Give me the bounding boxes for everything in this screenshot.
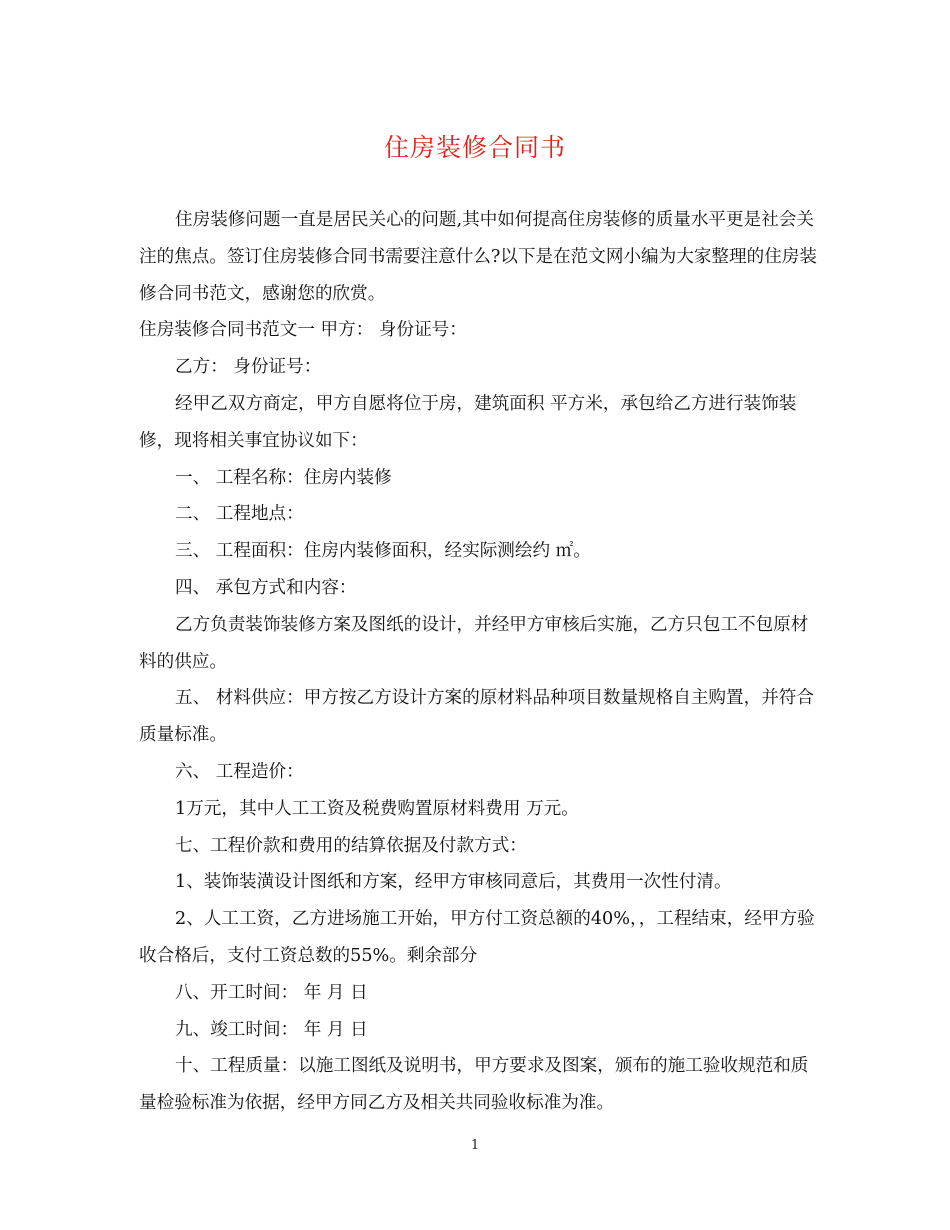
project-cost-detail: 1万元，其中人工工资及税费购置原材料费用 万元。 — [175, 798, 579, 819]
payment-item-1: 1、装饰装潢设计图纸和方案，经甲方审核同意后，其费用一次性付清。 — [175, 872, 732, 893]
party-b-line: 乙方： 身份证号： — [175, 357, 322, 378]
contract-header-line: 住房装修合同书范文一 甲方： 身份证号： — [139, 320, 467, 341]
clause-project-name: 一、 工程名称：住房内装修 — [175, 467, 392, 488]
clause-project-quality: 十、工程质量：以施工图纸及说明书，甲方要求及图案，颁布的施工验收规范和质量检验标准为依据，经甲方同乙方及相关共同验收标准为准。 — [139, 1056, 809, 1114]
clause-payment-basis: 七、工程价款和费用的结算依据及付款方式： — [175, 835, 527, 856]
clause-start-date: 八、开工时间： 年 月 日 — [175, 982, 368, 1003]
clause-material-supply: 五、 材料供应：甲方按乙方设计方案的原材料品种项目数量规格自主购置，并符合质量标准。 — [139, 688, 814, 746]
document-body — [139, 202, 819, 1122]
agreement-paragraph: 经甲乙双方商定，甲方自愿将位于房，建筑面积 平方米，承包给乙方进行装饰装修，现将相关事宜协议如下： — [139, 393, 797, 451]
clause-project-location: 二、 工程地点： — [175, 504, 304, 525]
clause-contract-method: 四、 承包方式和内容： — [175, 577, 357, 598]
clause-project-cost: 六、 工程造价： — [175, 761, 304, 782]
payment-item-2: 2、人工工资，乙方进场施工开始，甲方付工资总额的40%，，工程结束，经甲方验收合格后，支付工资总数的55%。剩余部分 — [139, 909, 815, 966]
document-title: 住房装修合同书 — [383, 133, 566, 162]
contract-method-detail: 乙方负责装饰装修方案及图纸的设计，并经甲方审核后实施，乙方只包工不包原材料的供应。 — [139, 614, 809, 672]
clause-project-area: 三、 工程面积：住房内装修面积，经实际测绘约 ㎡。 — [175, 541, 591, 562]
intro-paragraph: 住房装修问题一直是居民关心的问题,其中如何提高住房装修的质量水平更是社会关注的焦点。签订住房装修合同书需要注意什么?以下是在范文网小编为大家整理的住房装修合同书范文，感谢您的欣赏。 — [139, 210, 817, 304]
clause-completion-date: 九、竣工时间： 年 月 日 — [175, 1019, 368, 1040]
page-number: 1 — [470, 1138, 480, 1153]
